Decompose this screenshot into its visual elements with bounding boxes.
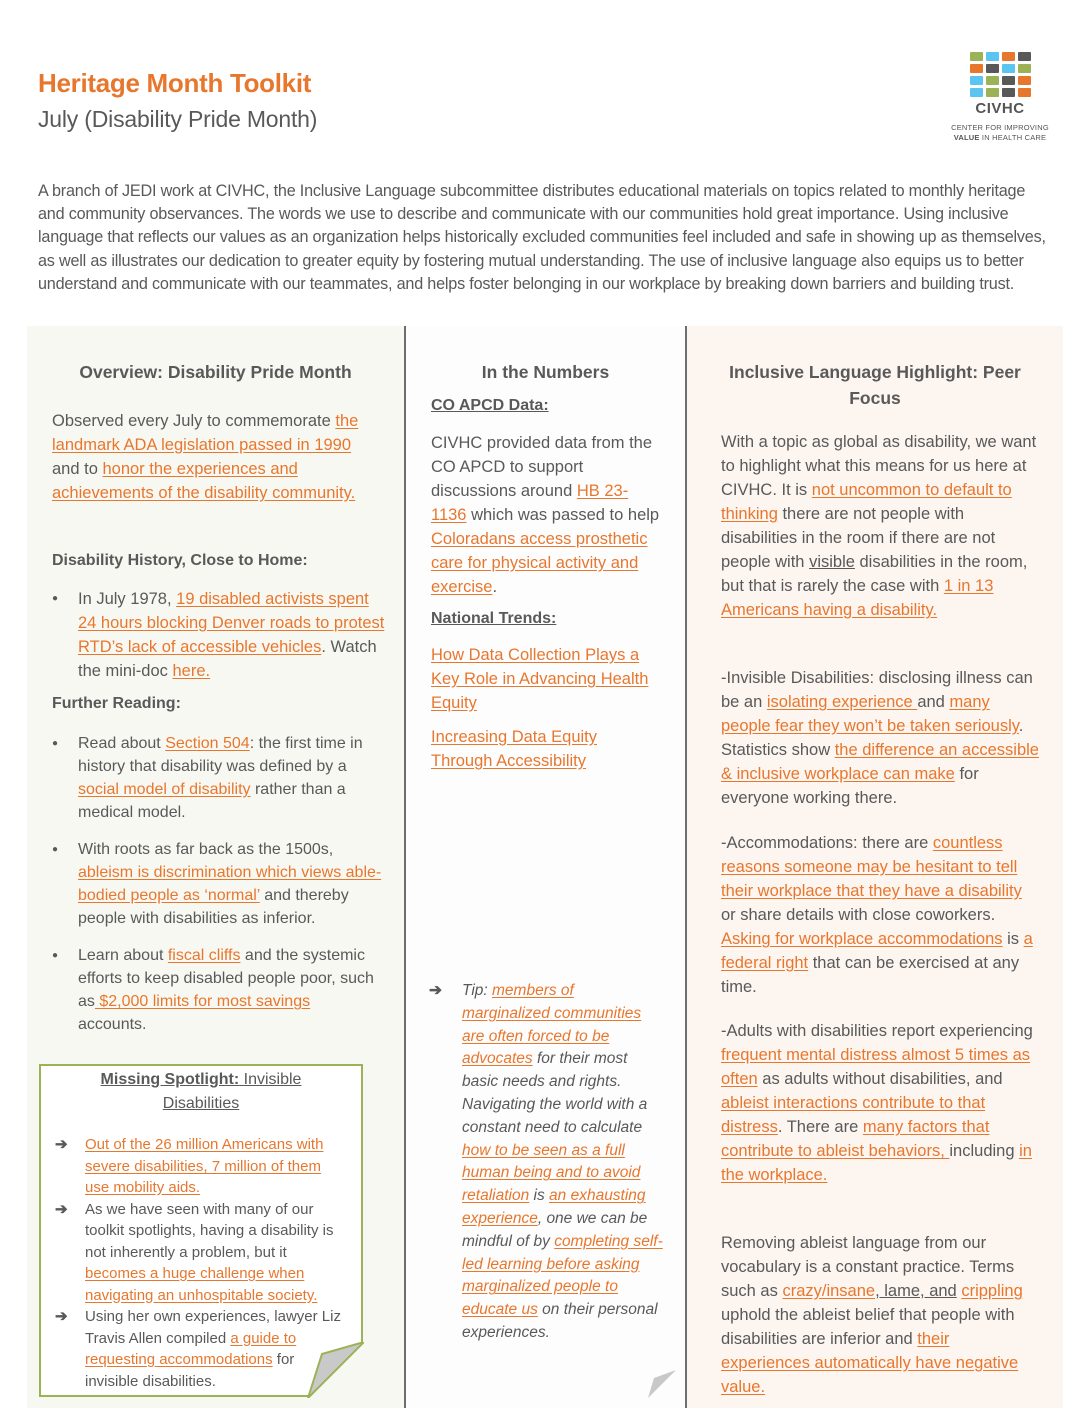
logo-tagline-line2: IN HEALTH CARE	[979, 133, 1047, 142]
apcd-heading: CO APCD Data:	[431, 397, 549, 414]
trend-links	[431, 643, 661, 773]
prosthetic-care-link[interactable]: Coloradans access prosthetic care for physical activity and exercise	[431, 530, 648, 596]
ableist-interactions-link[interactable]: ableist interactions contribute to that distress	[721, 1094, 986, 1136]
exhausting-experience-link[interactable]: an exhausting experience	[462, 1187, 646, 1227]
column-divider	[685, 326, 687, 1408]
arrow-right-icon: ➔	[55, 1136, 68, 1153]
reading-item: ● With roots as far back as the 1500s, ableism is discrimination which views able-bodied people as ‘normal’ and thereby people with disabilities as inferior.	[52, 838, 382, 930]
taken-seriously-link[interactable]: many people fear they won’t be taken seriously	[721, 693, 1019, 735]
overview-heading: Overview: Disability Pride Month	[79, 362, 352, 382]
logo-tile	[1018, 64, 1031, 73]
history-list	[52, 587, 387, 683]
one-in-13-link[interactable]: 1 in 13 Americans having a disability.	[721, 577, 994, 619]
arrow-right-icon: ➔	[55, 1308, 68, 1325]
fiscal-cliffs-link[interactable]: fiscal cliffs	[167, 947, 241, 964]
numbers-heading: In the Numbers	[481, 362, 610, 382]
logo-tile	[970, 76, 983, 85]
logo-tile	[986, 64, 999, 73]
logo-tile	[986, 52, 999, 61]
logo-tile	[986, 76, 999, 85]
data-equity-link[interactable]: Increasing Data Equity Through Accessibility	[431, 728, 598, 770]
isolating-experience-link[interactable]: isolating experience	[766, 693, 918, 711]
overview-intro: Observed every July to commemorate the landmark ADA legislation passed in 1990 and to honor the experiences and achievements of the disability community.	[52, 412, 359, 502]
spotlight-item	[55, 1134, 347, 1199]
trends-heading: National Trends:	[431, 610, 557, 627]
accommodations-guide-link[interactable]: a guide to requesting accommodations	[85, 1329, 297, 1368]
crippling-link[interactable]: crippling	[961, 1282, 1023, 1300]
self-led-learning-link[interactable]: completing self-led learning before asking marginalized people to educate us	[462, 1232, 663, 1319]
hb-23-1136-link[interactable]: HB 23-1136	[431, 482, 629, 524]
arrow-right-icon: ➔	[55, 1200, 68, 1218]
history-heading: Disability History, Close to Home:	[52, 552, 308, 569]
highlight-paragraph-3: -Accommodations: there are countless reasons someone may be hesitant to tell their workplace that they have a disability or share details with close coworkers. Asking for workplace accommodations is a federal right that can be exercised at any time.	[721, 834, 1033, 996]
mini-doc-link[interactable]: here.	[172, 662, 211, 680]
savings-limits-link[interactable]: $2,000 limits for most savings	[94, 993, 311, 1010]
spotlight-heading: Missing Spotlight: Invisible Disabilities	[100, 1071, 302, 1112]
highlight-paragraph-5: Removing ableist language from our vocabulary is a constant practice. Terms such as crazy/insane, lame, and crippling uphold the ableist belief that people with disabilities are inferior and their experiences automatically have negative value.	[721, 1234, 1023, 1396]
activists-link[interactable]: 19 disabled activists spent 24 hours blocking Denver roads to protest RTD’s lack of accessible vehicles	[78, 590, 385, 656]
inclusive-workplace-link[interactable]: the difference an accessible & inclusive workplace can make	[721, 741, 1039, 783]
federal-right-link[interactable]: a federal right	[721, 930, 1033, 972]
spotlight-item: ➔ Using her own experiences, lawyer Liz Travis Allen compiled a guide to requesting accommodations for invisible disabilities.	[55, 1308, 341, 1390]
further-reading-heading: Further Reading:	[52, 695, 181, 712]
logo-tagline-line1: CENTER FOR IMPROVING	[951, 123, 1049, 132]
mental-distress-link[interactable]: frequent mental distress almost 5 times as often	[721, 1046, 1031, 1088]
logo-tile	[1002, 52, 1015, 61]
logo-tile	[1002, 64, 1015, 73]
in-the-workplace-link[interactable]: in the workplace.	[721, 1142, 1032, 1184]
full-human-link[interactable]: how to be seen as a full human being and to avoid retaliation	[462, 1141, 641, 1205]
logo-tile	[970, 52, 983, 61]
further-reading-list	[52, 732, 382, 1036]
logo-tagline	[948, 123, 1052, 143]
social-model-link[interactable]: social model of disability	[78, 781, 251, 798]
spotlight-item: ➔ As we have seen with many of our toolkit spotlights, having a disability is not inherently a problem, but it becomes a huge challenge when navigating an unhospitable society.	[55, 1200, 334, 1304]
logo-tile	[986, 88, 999, 97]
logo-tile	[970, 64, 983, 73]
page-curl-icon	[646, 1368, 678, 1400]
ableist-factors-link[interactable]: many factors that contribute to ableist behaviors,	[721, 1118, 990, 1160]
logo-tile	[1002, 76, 1015, 85]
logo-mosaic-icon	[970, 52, 1031, 97]
tip-note: ➔ Tip: members of marginalized communities are often forced to be advocates for their most basic needs and rights. Navigating the world with a constant need to calculate how to be seen as a full human being and to avoid retaliation is an exhausting experience, one we can be mindful of by completing self-led learning before asking marginalized people to educate us on their personal experiences.	[429, 982, 663, 1341]
missing-spotlight-box	[39, 1064, 363, 1397]
highlight-paragraph-1: With a topic as global as disability, we want to highlight what this means for us here at CIVHC. It is not uncommon to default to thinking there are not people with disabilities in the room if there are not people with visible disabilities in the room, but that is rarely the case with 1 in 13 Americans having a disability.	[721, 433, 1037, 619]
page-subtitle: July (Disability Pride Month)	[38, 106, 318, 132]
logo-tile	[1018, 88, 1031, 97]
logo-tile	[970, 88, 983, 97]
column-divider	[404, 326, 406, 1408]
highlight-paragraph-4: -Adults with disabilities report experiencing frequent mental distress almost 5 times as often as adults without disabilities, and ableist interactions contribute to that distress. There are many factors that contribute to ableist behaviors, including in the workplace.	[721, 1022, 1033, 1184]
reading-item: ● Learn about fiscal cliffs and the systemic efforts to keep disabled people poor, such as $2,000 limits for most savings accounts.	[52, 944, 382, 1036]
ada-legislation-link[interactable]: the landmark ADA legislation passed in 1990	[52, 412, 359, 454]
negative-value-link[interactable]: their experiences automatically have negative value.	[721, 1330, 1019, 1396]
logo-tile	[1002, 88, 1015, 97]
history-item: ● In July 1978, 19 disabled activists spent 24 hours blocking Denver roads to protest RTD’s lack of accessible vehicles. Watch the mini-doc here.	[52, 587, 387, 683]
default-thinking-link[interactable]: not uncommon to default to thinking	[721, 481, 1012, 523]
section-504-link[interactable]: Section 504	[165, 735, 250, 752]
logo-name: CIVHC	[975, 100, 1025, 117]
mobility-aids-link[interactable]: Out of the 26 million Americans with severe disabilities, 7 million of them use mobility aids.	[85, 1136, 324, 1196]
ableism-definition-link[interactable]: ableism is discrimination which views able-bodied people as ‘normal’	[78, 864, 382, 904]
intro-paragraph: A branch of JEDI work at CIVHC, the Inclusive Language subcommittee distributes educational materials on topics related to monthly heritage and community observances. The words we use to describe and communicate with our communities hold great importance. Using inclusive language that reflects our values as an organization helps historically excluded communities feel included and safe in showing up as themselves, as well as illustrates our dedication to greater equity by fostering mutual understanding. The use of inclusive language also equips us to better understand and communicate with our teammates, and helps foster belonging in our workplace by breaking down barriers and building trust.	[38, 182, 1046, 293]
logo-tagline-bold: VALUE	[953, 133, 980, 142]
crazy-insane-link[interactable]: crazy/insane	[782, 1282, 876, 1300]
countless-reasons-link[interactable]: countless reasons someone may be hesitant to tell their workplace that they have a disability	[721, 834, 1022, 900]
reading-item: ● Read about Section 504: the first time in history that disability was defined by a social model of disability rather than a medical model.	[52, 732, 382, 824]
logo-tile	[1018, 76, 1031, 85]
workplace-accommodations-link[interactable]: Asking for workplace accommodations	[721, 930, 1003, 948]
apcd-paragraph: CIVHC provided data from the CO APCD to support discussions around HB 23-1136 which was passed to help Coloradans access prosthetic care for physical activity and exercise.	[431, 434, 660, 596]
civhc-logo	[948, 52, 1052, 143]
data-collection-link[interactable]: How Data Collection Plays a Key Role in Advancing Health Equity	[431, 646, 649, 712]
logo-tile	[1018, 52, 1031, 61]
arrow-right-icon: ➔	[429, 982, 442, 999]
highlight-paragraph-2: -Invisible Disabilities: disclosing illness can be an isolating experience and many people fear they won’t be taken seriously. Statistics show the difference an accessible & inclusive workplace can make for everyone working there.	[721, 669, 1039, 807]
unhospitable-society-link[interactable]: becomes a huge challenge when navigating an unhospitable society.	[85, 1265, 318, 1304]
page-title: Heritage Month Toolkit	[38, 68, 312, 98]
page-curl-icon	[302, 1342, 364, 1398]
honor-experiences-link[interactable]: honor the experiences and achievements of the disability community.	[52, 460, 356, 502]
advocates-link[interactable]: members of marginalized communities are often forced to be advocates	[462, 982, 642, 1068]
highlight-heading: Inclusive Language Highlight: Peer Focus	[729, 362, 1021, 408]
